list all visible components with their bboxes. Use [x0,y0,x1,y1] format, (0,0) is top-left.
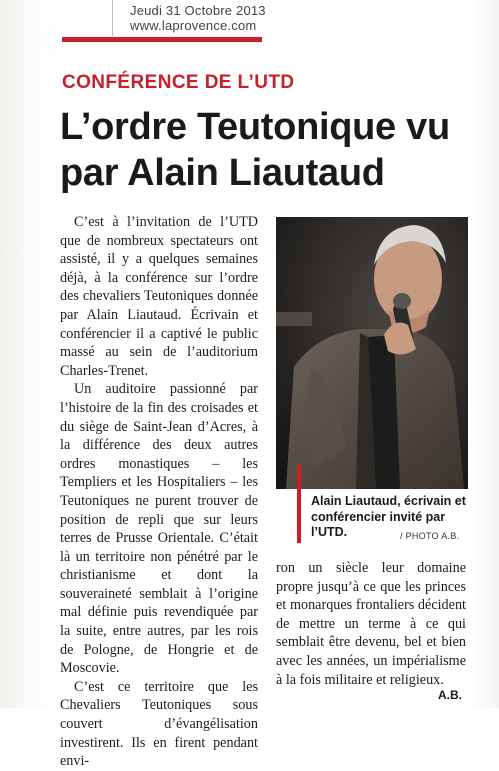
article-body-right-column [276,559,466,689]
article-kicker: CONFÉRENCE DE L’UTD [62,72,295,93]
photo-caption: Alain Liautaud, écrivain et conférencier invité par l’UTD. [311,494,466,539]
speaker-photo [276,217,468,489]
article-body-left-column [60,213,258,771]
article-paragraph: C’est à l’invitation de l’UTD que de nombreux spectateurs ont assisté, il y a quelques semaines déjà, à la conférence sur l’ordre des chevaliers Teutoniques donnée par Alain Liautaud. Écrivain et conférencier il a captivé le public massé au sein de l’auditorium Charles-Trenet. [60,214,258,379]
header-accent-rule [62,37,262,42]
article-headline: L’ordre Teutonique vu par Alain Liautaud [60,106,450,194]
header-divider [112,0,113,36]
publication-date: Jeudi 31 Octobre 2013 [130,3,266,18]
article-signature: A.B. [438,688,462,702]
article-paragraph: C’est ce territoire que les Chevaliers Teutoniques sous couvert d’évangélisation investirent. Ils en firent pendant envi- [60,678,258,770]
speaker-photo-illustration [276,217,468,489]
publication-site: www.laprovence.com [130,18,257,33]
photo-credit: / PHOTO A.B. [400,531,460,541]
caption-accent-bar [297,465,301,543]
article-paragraph: Un auditoire passionné par l’histoire de la fin des croisades et du siège de Saint-Jean d’Acres, à la différence des deux autres ordres monastiques – les Templiers et les Hospitaliers – les Teutoniques ne purent trouver de position de repli que sur leurs terres de Prusse Orientale. C’était là un territoire non pénétré par le christianisme et dont la souveraineté semblait à l’origine mal définie puis revendiquée par la suite, entre autres, par les rois de Pologne, de Hongrie et de Moscovie. [60,381,258,677]
article-continuation: ron un siècle leur domaine propre jusqu’à ce que les princes et monarques frontaliers décident de mettre un terme à ce qui semblait être devenu, bel et bien avec les années, un impérialisme à la fois militaire et religieux. [276,560,466,688]
